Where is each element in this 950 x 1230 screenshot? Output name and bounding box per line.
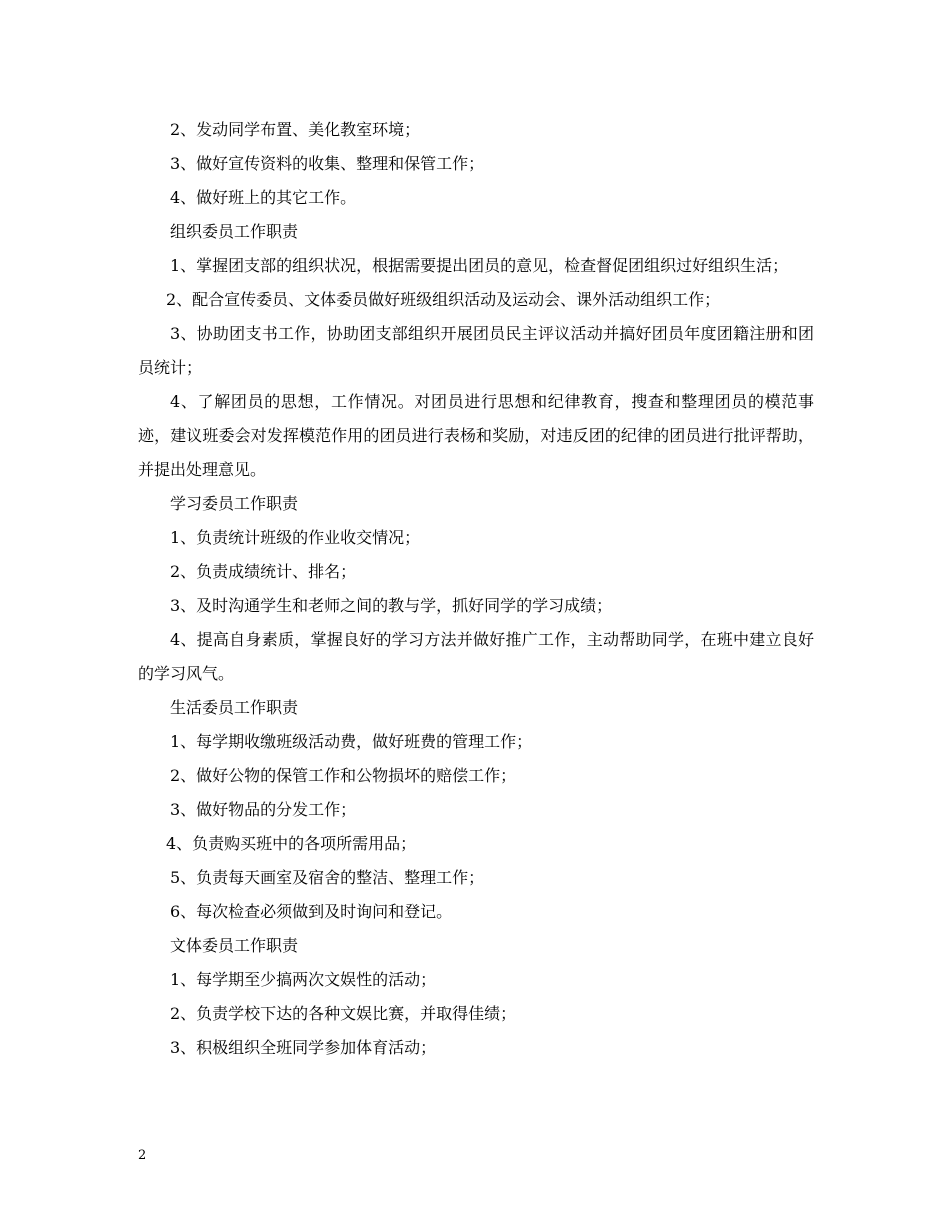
list-item: 2、做好公物的保管工作和公物损坏的赔偿工作； xyxy=(170,766,517,785)
section-heading: 生活委员工作职责 xyxy=(170,698,299,717)
section-heading: 组织委员工作职责 xyxy=(170,222,299,241)
section-heading: 学习委员工作职责 xyxy=(170,494,299,513)
list-item: 3、做好宣传资料的收集、整理和保管工作； xyxy=(170,154,485,173)
list-item: 1、每学期收缴班级活动费，做好班费的管理工作； xyxy=(170,732,533,751)
list-item: 2、负责成绩统计、排名； xyxy=(170,562,357,581)
section-heading: 文体委员工作职责 xyxy=(170,936,299,955)
list-item: 4、提高自身素质，掌握良好的学习方法并做好推广工作，主动帮助同学，在班中建立良好的学习风气。 xyxy=(138,630,814,683)
list-item: 4、做好班上的其它工作。 xyxy=(170,188,357,207)
list-item: 3、及时沟通学生和老师之间的教与学，抓好同学的学习成绩； xyxy=(170,596,613,615)
list-item: 2、负责学校下达的各种文娱比赛，并取得佳绩； xyxy=(170,1004,517,1023)
list-item: 1、负责统计班级的作业收交情况； xyxy=(170,528,421,547)
list-item: 4、了解团员的思想，工作情况。对团员进行思想和纪律教育，搜查和整理团员的模范事迹，建议班委会对发挥模范作用的团员进行表杨和奖励，对违反团的纪律的团员进行批评帮助，并提出处理意见。 xyxy=(138,392,814,479)
list-item: 4、负责购买班中的各项所需用品； xyxy=(166,834,417,853)
list-item: 6、每次检查必须做到及时询问和登记。 xyxy=(170,902,453,921)
list-item: 5、负责每天画室及宿舍的整洁、整理工作； xyxy=(170,868,485,887)
list-item: 3、协助团支书工作，协助团支部组织开展团员民主评议活动并搞好团员年度团籍注册和团员统计； xyxy=(138,324,814,377)
list-item: 2、发动同学布置、美化教室环境； xyxy=(170,120,421,139)
document-body xyxy=(138,113,814,1065)
list-item: 1、每学期至少搞两次文娱性的活动； xyxy=(170,970,437,989)
list-item: 1、掌握团支部的组织状况，根据需要提出团员的意见，检查督促团组织过好组织生活； xyxy=(170,256,789,275)
page-number: 2 xyxy=(138,1148,147,1163)
list-item: 2、配合宣传委员、文体委员做好班级组织活动及运动会、课外活动组织工作； xyxy=(166,290,721,309)
list-item: 3、做好物品的分发工作； xyxy=(170,800,357,819)
list-item: 3、积极组织全班同学参加体育活动； xyxy=(170,1038,437,1057)
